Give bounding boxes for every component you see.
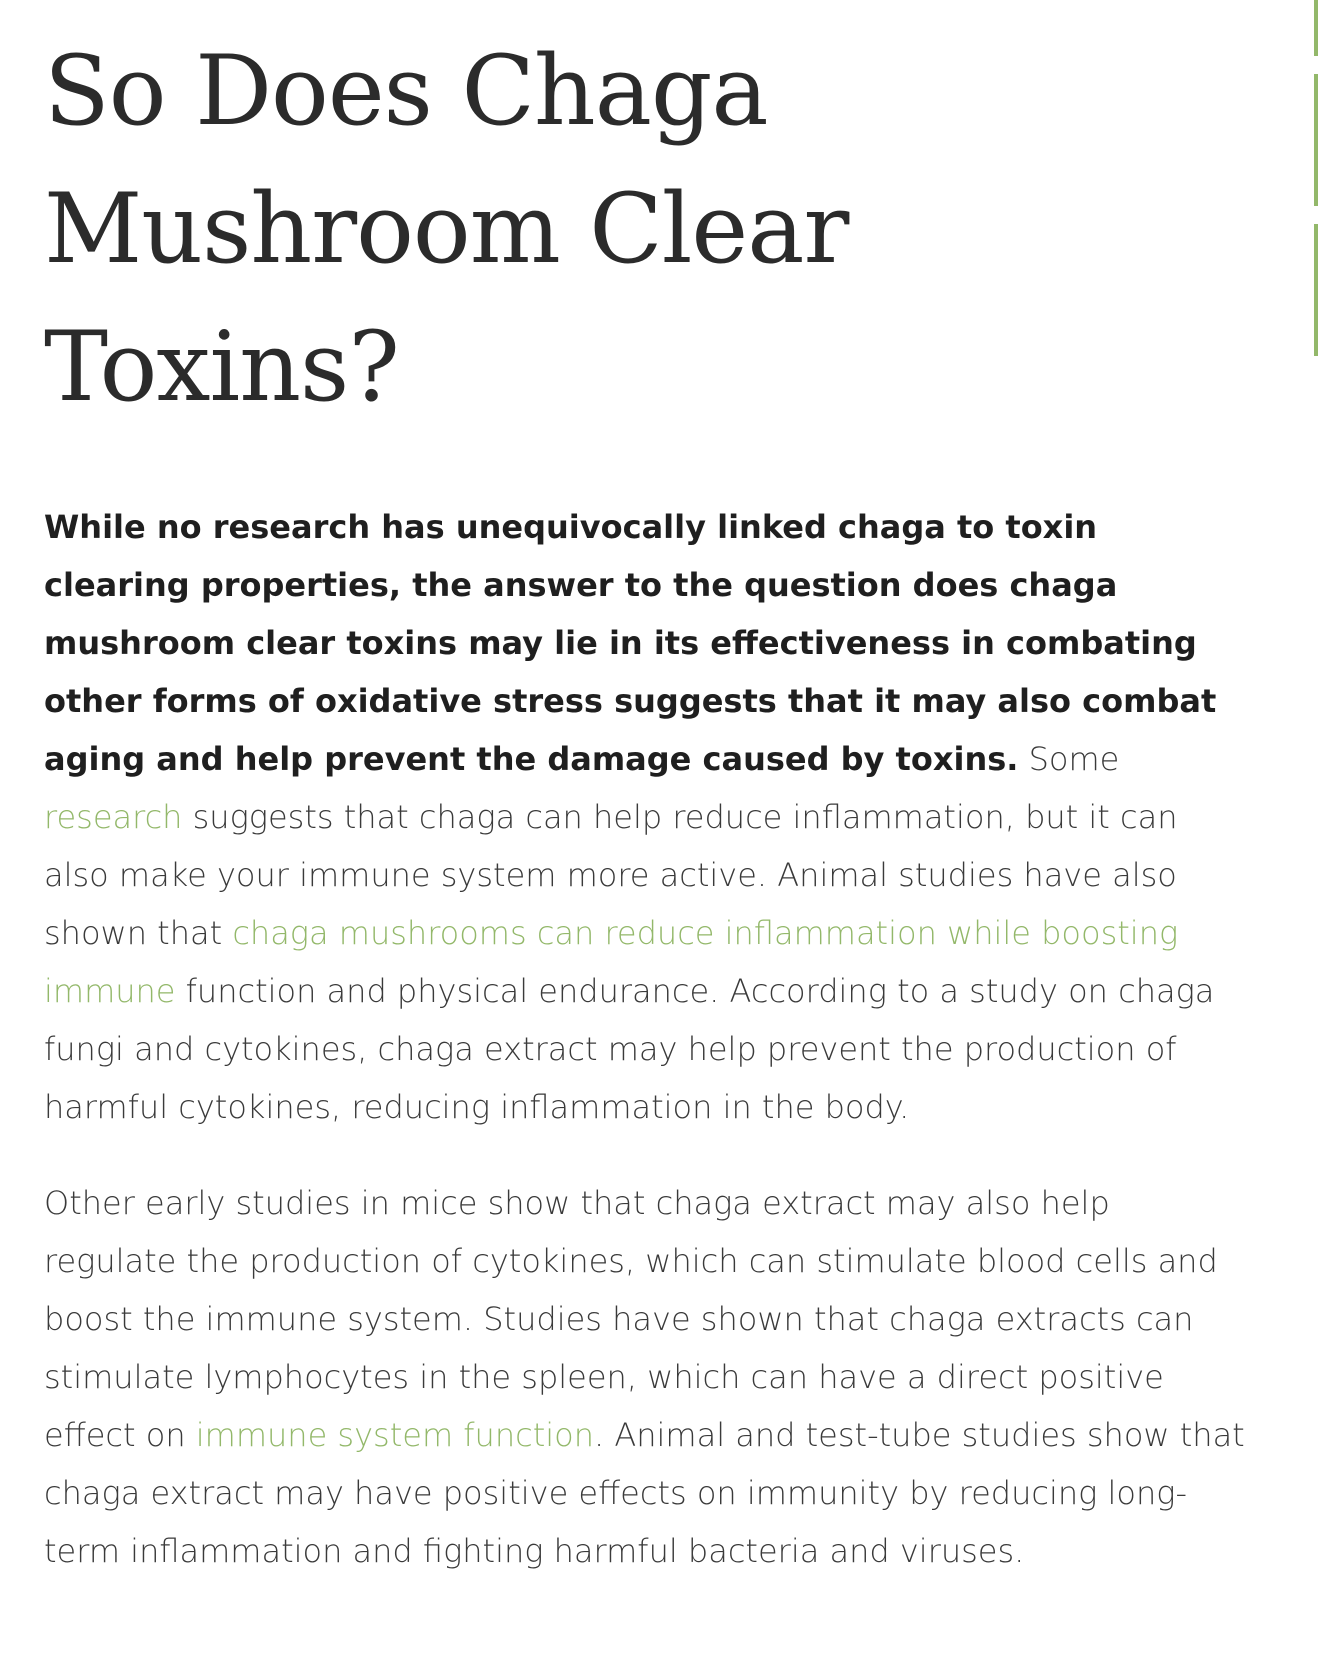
side-accent-bar xyxy=(1314,74,1318,206)
side-accent-bar xyxy=(1314,224,1318,356)
article-title: So Does Chaga Mushroom Clear Toxins? xyxy=(44,35,849,423)
paragraph-text: Some xyxy=(1018,740,1120,778)
paragraph-text: suggests that chaga can help reduce inflammation, but it can also make your immune system more active. Animal studies have also shown that xyxy=(44,798,1178,952)
paragraph-2 xyxy=(44,1174,1252,1580)
chaga-inflammation-link[interactable]: chaga mushrooms can reduce inflammation while boosting immune xyxy=(44,914,1179,1010)
lead-text: While no research has unequivocally linked chaga to toxin clearing properties, the answer to the question does chaga mushroom clear toxins may lie in its effectiveness in combating other forms of oxidative stress suggests that it may also combat aging and help prevent the damage caused by toxins. xyxy=(44,508,1217,778)
immune-system-function-link[interactable]: immune system function xyxy=(195,1416,594,1454)
article xyxy=(44,22,1252,1580)
paragraph-1 xyxy=(44,498,1252,1136)
paragraph-text: Other early studies in mice show that chaga extract may also help regulate the production of cytokines, which can stimulate blood cells and boost the immune system. Studies have shown that chaga extracts can stimulate lymphocytes in the spleen, which can have a direct positive effect on xyxy=(44,1184,1218,1454)
paragraph-text: function and physical endurance. According to a study on chaga fungi and cytokines, chaga extract may help prevent the production of harmful cytokines, reducing inflammation in the body. xyxy=(44,972,1215,1126)
side-accent-bar xyxy=(1314,0,1318,56)
paragraph-text: . Animal and test-tube studies show that chaga extract may have positive effects on immunity by reducing long-term inflammation and fighting harmful bacteria and viruses. xyxy=(44,1416,1245,1570)
research-link[interactable]: research xyxy=(44,798,183,836)
